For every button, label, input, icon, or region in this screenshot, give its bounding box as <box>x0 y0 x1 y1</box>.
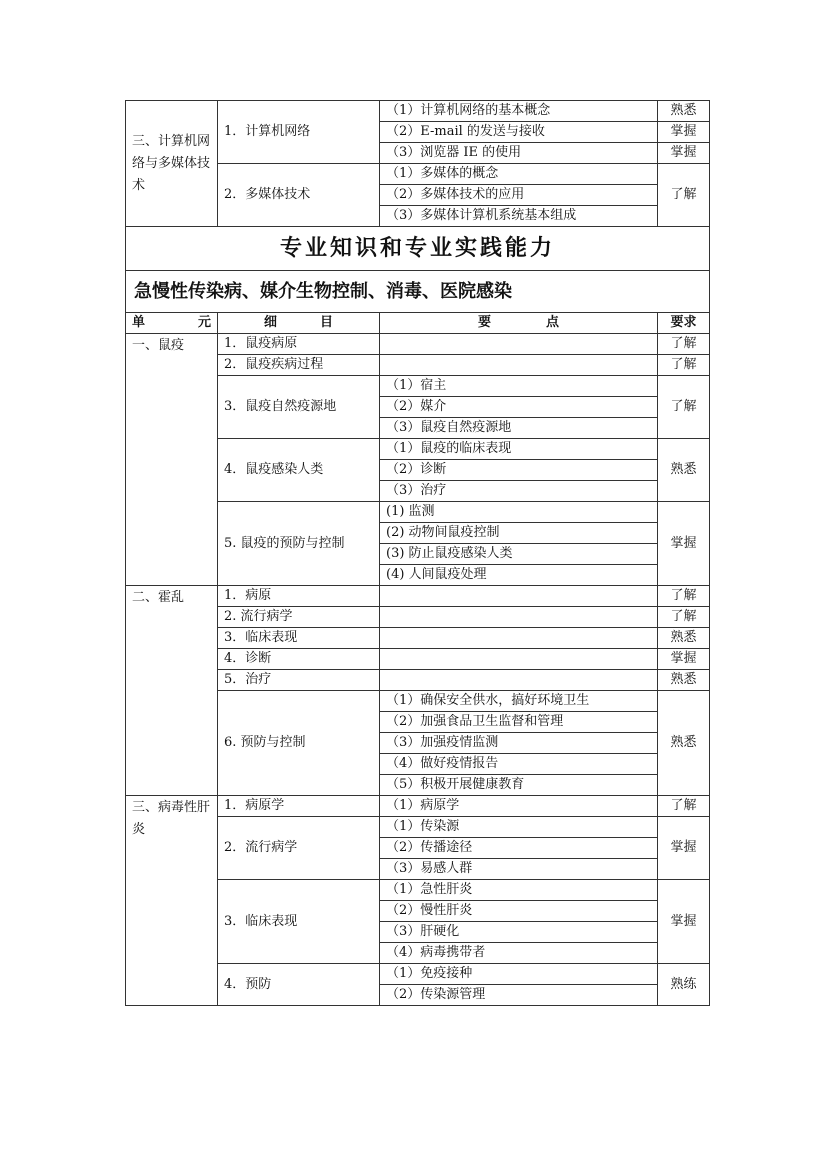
point-cell: （3）加强疫情监测 <box>380 733 658 754</box>
requirement-cell: 掌握 <box>658 122 710 143</box>
point-cell: （2）加强食品卫生监督和管理 <box>380 712 658 733</box>
detail-cell: 3．鼠疫自然疫源地 <box>218 376 380 439</box>
point-cell: （4）做好疫情报告 <box>380 754 658 775</box>
requirement-cell: 掌握 <box>658 880 710 964</box>
detail-cell: 2．多媒体技术 <box>218 164 380 227</box>
point-cell <box>380 670 658 691</box>
point-cell: （2）诊断 <box>380 460 658 481</box>
point-cell: （3）浏览器 IE 的使用 <box>380 143 658 164</box>
point-cell: （3）鼠疫自然疫源地 <box>380 418 658 439</box>
section-subtitle: 急慢性传染病、媒介生物控制、消毒、医院感染 <box>126 271 710 313</box>
point-cell: （1）传染源 <box>380 817 658 838</box>
section-title: 专业知识和专业实践能力 <box>126 227 710 271</box>
requirement-cell: 了解 <box>658 164 710 227</box>
point-cell <box>380 628 658 649</box>
requirement-cell: 掌握 <box>658 649 710 670</box>
header-point: 要 点 <box>380 313 658 334</box>
point-cell: （1）急性肝炎 <box>380 880 658 901</box>
header-detail: 细 目 <box>218 313 380 334</box>
detail-cell: 4．预防 <box>218 964 380 1006</box>
detail-cell: 1．计算机网络 <box>218 101 380 164</box>
requirement-cell: 掌握 <box>658 143 710 164</box>
point-cell: （1）免疫接种 <box>380 964 658 985</box>
point-cell <box>380 607 658 628</box>
point-cell: （3）治疗 <box>380 481 658 502</box>
point-cell: （1）宿主 <box>380 376 658 397</box>
requirement-cell: 了解 <box>658 607 710 628</box>
table-row <box>126 586 710 607</box>
detail-cell: 1．病原 <box>218 586 380 607</box>
requirement-cell: 了解 <box>658 334 710 355</box>
title-row <box>126 227 710 271</box>
detail-cell: 4．鼠疫感染人类 <box>218 439 380 502</box>
point-cell: （1）确保安全供水，搞好环境卫生 <box>380 691 658 712</box>
point-cell: (3) 防止鼠疫感染人类 <box>380 544 658 565</box>
point-cell: (4) 人间鼠疫处理 <box>380 565 658 586</box>
detail-cell: 2．流行病学 <box>218 817 380 880</box>
requirement-cell: 熟练 <box>658 964 710 1006</box>
header-row <box>126 313 710 334</box>
requirement-cell: 了解 <box>658 586 710 607</box>
point-cell: （2）慢性肝炎 <box>380 901 658 922</box>
detail-cell: 4．诊断 <box>218 649 380 670</box>
unit-cell: 一、鼠疫 <box>126 334 218 586</box>
subtitle-row <box>126 271 710 313</box>
requirement-cell: 掌握 <box>658 817 710 880</box>
requirement-cell: 掌握 <box>658 502 710 586</box>
point-cell: （3）易感人群 <box>380 859 658 880</box>
point-cell: （1）病原学 <box>380 796 658 817</box>
point-cell: （1）多媒体的概念 <box>380 164 658 185</box>
unit-cell: 二、霍乱 <box>126 586 218 796</box>
header-unit: 单 元 <box>126 313 218 334</box>
point-cell: (2) 动物间鼠疫控制 <box>380 523 658 544</box>
detail-cell: 6. 预防与控制 <box>218 691 380 796</box>
detail-cell: 3．临床表现 <box>218 628 380 649</box>
point-cell <box>380 334 658 355</box>
detail-cell: 2. 流行病学 <box>218 607 380 628</box>
point-cell: （2）E-mail 的发送与接收 <box>380 122 658 143</box>
detail-cell: 1．病原学 <box>218 796 380 817</box>
requirement-cell: 熟悉 <box>658 670 710 691</box>
detail-cell: 1．鼠疫病原 <box>218 334 380 355</box>
point-cell: (1) 监测 <box>380 502 658 523</box>
point-cell <box>380 355 658 376</box>
point-cell: （4）病毒携带者 <box>380 943 658 964</box>
requirement-cell: 熟悉 <box>658 439 710 502</box>
point-cell <box>380 586 658 607</box>
point-cell: （2）传染源管理 <box>380 985 658 1006</box>
detail-cell: 5. 鼠疫的预防与控制 <box>218 502 380 586</box>
table-row <box>126 101 710 122</box>
syllabus-table <box>125 100 710 1006</box>
point-cell: （5）积极开展健康教育 <box>380 775 658 796</box>
table-row <box>126 334 710 355</box>
requirement-cell: 了解 <box>658 796 710 817</box>
detail-cell: 2．鼠疫疾病过程 <box>218 355 380 376</box>
detail-cell: 5．治疗 <box>218 670 380 691</box>
unit-cell: 三、计算机网络与多媒体技术 <box>126 101 218 227</box>
requirement-cell: 了解 <box>658 376 710 439</box>
requirement-cell: 了解 <box>658 355 710 376</box>
point-cell: （1）鼠疫的临床表现 <box>380 439 658 460</box>
requirement-cell: 熟悉 <box>658 691 710 796</box>
detail-cell: 3．临床表现 <box>218 880 380 964</box>
point-cell: （3）肝硬化 <box>380 922 658 943</box>
header-requirement: 要求 <box>658 313 710 334</box>
point-cell: （1）计算机网络的基本概念 <box>380 101 658 122</box>
point-cell: （2）媒介 <box>380 397 658 418</box>
point-cell: （3）多媒体计算机系统基本组成 <box>380 206 658 227</box>
requirement-cell: 熟悉 <box>658 101 710 122</box>
point-cell <box>380 649 658 670</box>
point-cell: （2）多媒体技术的应用 <box>380 185 658 206</box>
requirement-cell: 熟悉 <box>658 628 710 649</box>
table-row <box>126 796 710 817</box>
unit-cell: 三、病毒性肝炎 <box>126 796 218 1006</box>
point-cell: （2）传播途径 <box>380 838 658 859</box>
